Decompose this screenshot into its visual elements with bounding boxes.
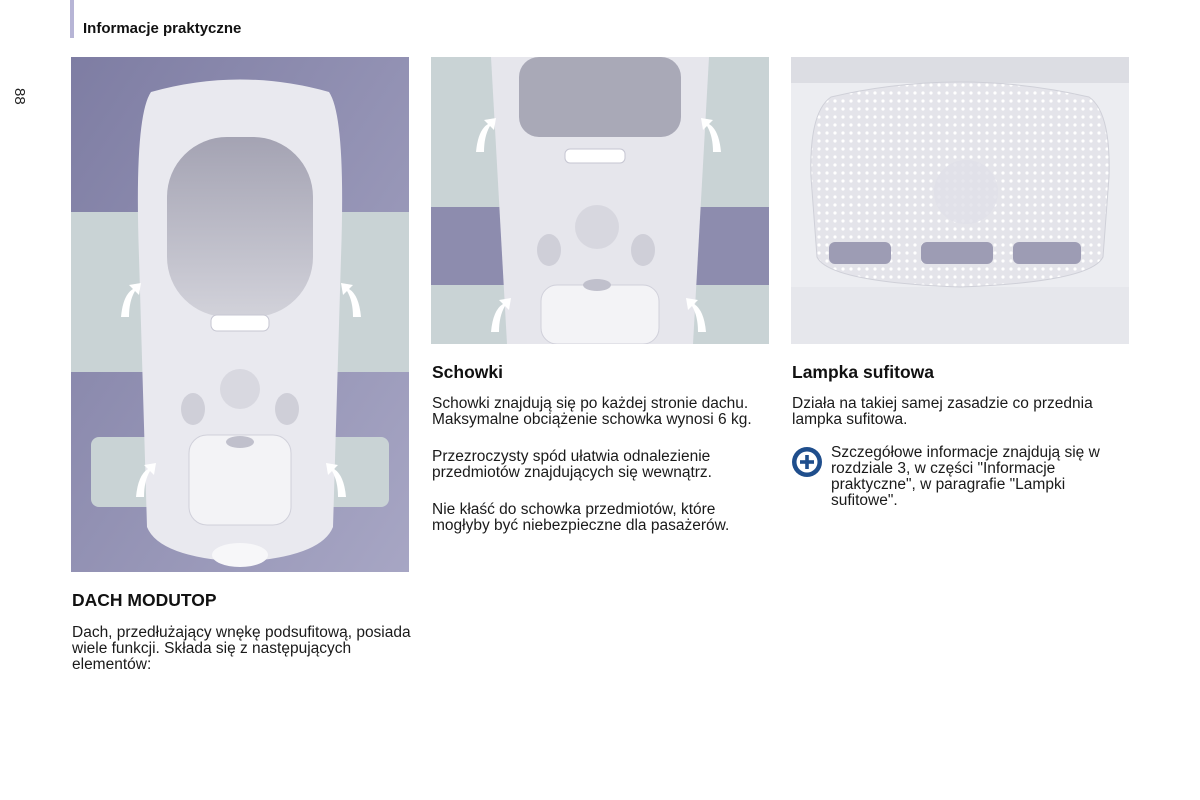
storage-heading: Schowki	[432, 362, 503, 382]
ceiling-lamp-text: Działa na takiej samej zasadzie co przednia lampka sufitowa.	[792, 395, 1093, 428]
storage-compartments-illustration	[431, 57, 769, 344]
modutop-roof-illustration	[71, 57, 409, 572]
page-number: 88	[11, 88, 28, 105]
storage-paragraph: Schowki znajdują się po każdej stronie dachu. Maksymalne obciążenie schowka wynosi 6 kg.	[432, 395, 752, 428]
ceiling-lamp-illustration	[791, 57, 1129, 344]
modutop-text: Dach, przedłużający wnękę podsufitową, posiada wiele funkcji. Składa się z następujących elementów:	[72, 624, 411, 673]
section-title: Informacje praktyczne	[83, 20, 242, 37]
info-note-text: Szczegółowe informacje znajdują się w rozdziale 3, w części "Informacje praktyczne", w paragrafie "Lampki sufitowe".	[831, 444, 1100, 509]
modutop-heading: DACH MODUTOP	[72, 590, 217, 610]
section-accent-bar	[70, 0, 74, 38]
ceiling-lamp-heading: Lampka sufitowa	[792, 362, 934, 382]
plus-circle-info-icon	[790, 445, 824, 479]
storage-paragraph: Nie kłaść do schowka przedmiotów, które mogłyby być niebezpieczne dla pasażerów.	[432, 501, 730, 534]
storage-paragraph: Przezroczysty spód ułatwia odnalezienie przedmiotów znajdujących się wewnątrz.	[432, 448, 712, 481]
